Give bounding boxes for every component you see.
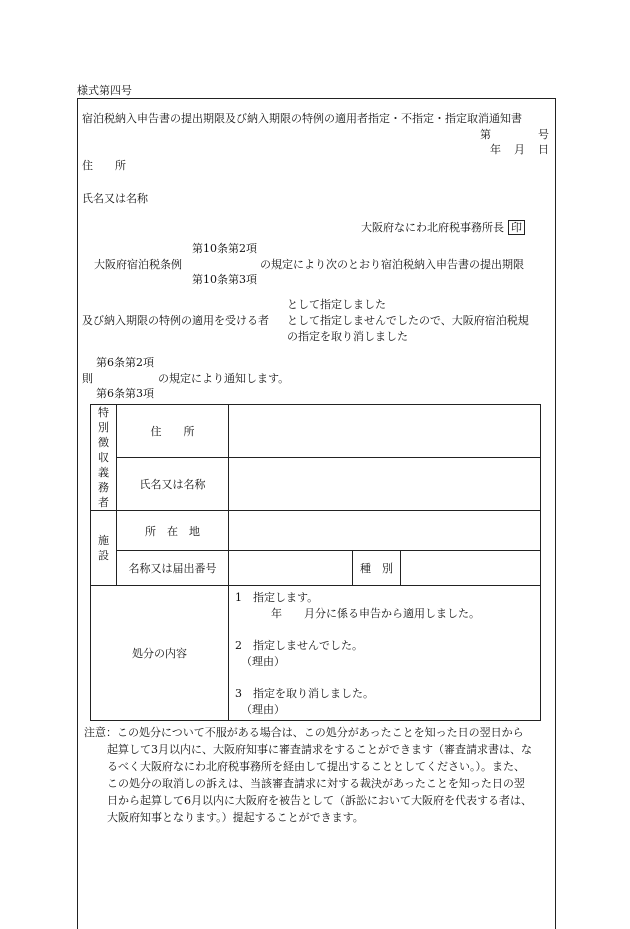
notice-line-2: 起算して3月以内に、大阪府知事に審査請求をすることができます（審査請求書は、な	[107, 743, 532, 756]
date-month: 月	[514, 143, 525, 156]
notice-line-5: 日から起算して6月以内に大阪府を被告として（訴訟において大阪府を代表する者は、	[107, 794, 532, 807]
article-10-3: 第10条第3項	[192, 273, 257, 286]
special-collector-label: 特別徴収義務者	[91, 405, 117, 511]
name-label: 氏名又は名称	[82, 192, 148, 205]
disposition-label: 処分の内容	[91, 586, 229, 721]
article-6-2: 第6条第2項	[96, 356, 154, 369]
notify-text: の規定により通知します。	[158, 372, 290, 385]
option-designated: として指定しました	[287, 298, 386, 311]
item-3: 3 指定を取り消しました。	[235, 687, 374, 700]
issuer	[361, 219, 525, 235]
notice	[84, 724, 554, 826]
facility-name-value	[229, 551, 353, 586]
facility-type-value	[401, 551, 541, 586]
facility-name-label: 名称又は届出番号	[117, 551, 229, 586]
article-10-2: 第10条第2項	[192, 242, 257, 255]
collector-address-label: 住 所	[117, 405, 229, 458]
facility-label: 施設	[91, 511, 117, 586]
date-day: 日	[538, 143, 549, 156]
facility-location-value	[229, 511, 541, 551]
body-line2-head: 及び納入期限の特例の適用を受ける者	[82, 314, 269, 327]
notice-line-4: この処分の取消しの訴えは、当該審査請求に対する裁決があったことを知った日の翌	[107, 777, 525, 790]
form-number: 様式第四号	[77, 84, 132, 97]
article-6-3: 第6条第3項	[96, 387, 154, 400]
body-line1-tail: の規定により次のとおり宿泊税納入申告書の提出期限	[260, 258, 524, 271]
collector-address-value	[229, 405, 541, 458]
item-1-sub: 年 月分に係る申告から適用しました。	[271, 607, 480, 620]
item-2-reason: （理由）	[241, 655, 285, 668]
doc-no-dai: 第	[480, 128, 491, 141]
notice-line-3: るべく大阪府なにわ北府税事務所を経由して提出することとしてください。）。また、	[107, 760, 525, 773]
doc-no-go: 号	[538, 128, 549, 141]
rule-label: 則	[82, 372, 93, 385]
address-label: 住 所	[82, 159, 126, 172]
item-3-reason: （理由）	[241, 703, 285, 716]
collector-name-value	[229, 458, 541, 511]
notice-line-6: 大阪府知事となります。）提起することができます。	[107, 811, 364, 824]
notice-line-1: 注意：この処分について不服がある場合は、この処分があったことを知った日の翌日から	[84, 726, 524, 739]
option-revoked: の指定を取り消しました	[287, 330, 408, 343]
detail-table	[90, 404, 541, 721]
date-year: 年	[490, 143, 501, 156]
item-1: 1 指定します。	[235, 591, 319, 604]
seal-mark: 印	[508, 220, 525, 235]
issuer-name: 大阪府なにわ北府税事務所長	[361, 221, 504, 234]
ordinance-name: 大阪府宿泊税条例	[94, 258, 182, 271]
facility-type-label: 種 別	[353, 551, 401, 586]
document-title: 宿泊税納入申告書の提出期限及び納入期限の特例の適用者指定・不指定・指定取消通知書	[82, 112, 522, 125]
option-not-designated: として指定しませんでしたので、大阪府宿泊税規	[287, 314, 529, 327]
disposition-content	[229, 586, 541, 721]
collector-name-label: 氏名又は名称	[117, 458, 229, 511]
item-2: 2 指定しませんでした。	[235, 639, 363, 652]
facility-location-label: 所 在 地	[117, 511, 229, 551]
